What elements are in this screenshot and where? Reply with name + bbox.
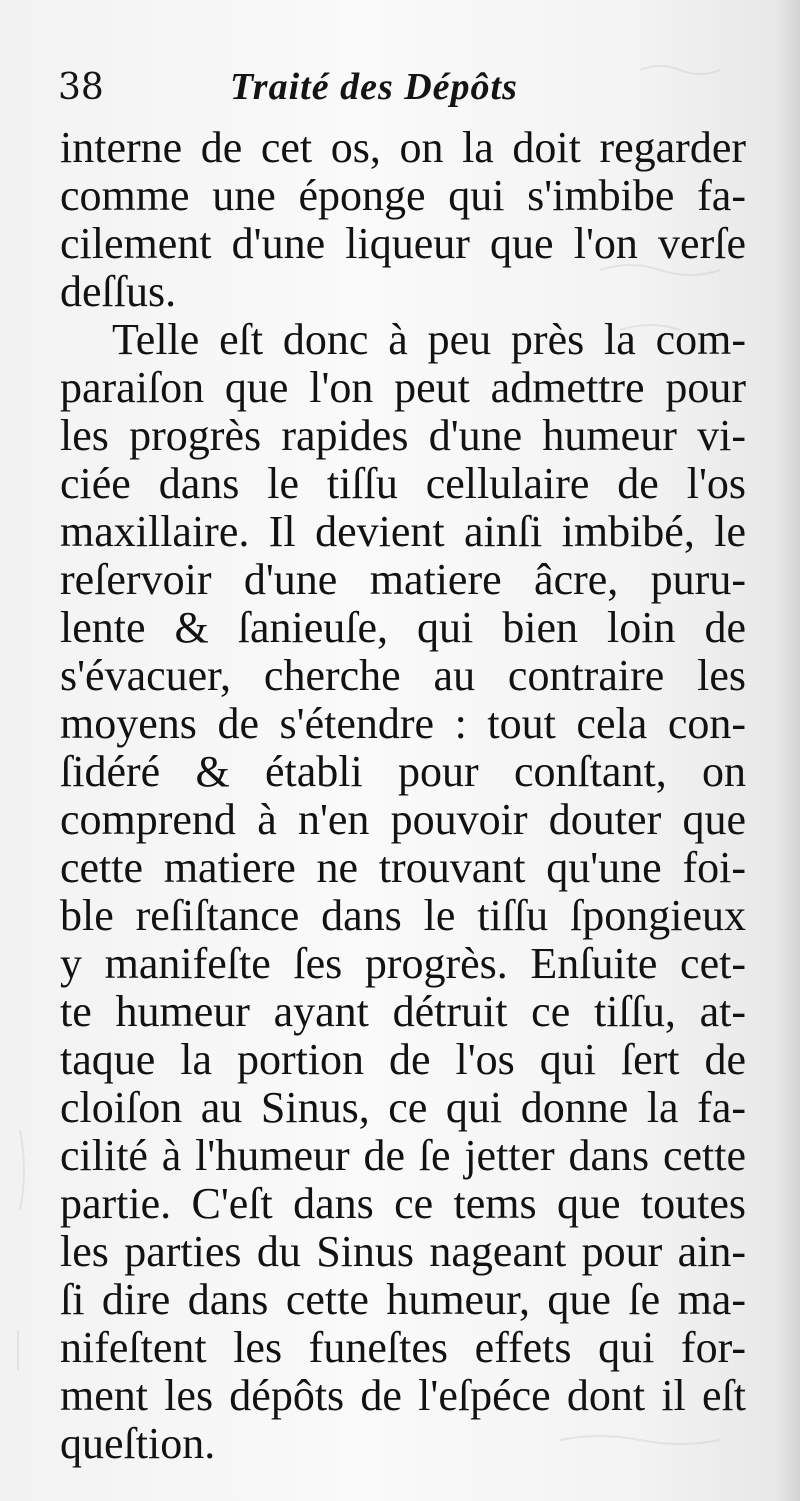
- text-line: ſidéré & établi pour conſtant, on: [60, 747, 746, 796]
- text-line: s'évacuer, cherche au contraire les: [60, 651, 746, 700]
- body-text: [60, 124, 746, 1468]
- text-line: ſi dire dans cette humeur, que ſe ma-: [60, 1275, 746, 1324]
- text-line: reſervoir d'une matiere âcre, puru-: [60, 555, 746, 604]
- text-line: les progrès rapides d'une humeur vi-: [60, 411, 746, 460]
- text-line: nifeſtent les funeſtes effets qui for-: [60, 1323, 746, 1372]
- text-line: deſſus.: [60, 267, 177, 316]
- text-line: cloiſon au Sinus, ce qui donne la fa-: [60, 1083, 746, 1132]
- text-line: cilité à l'humeur de ſe jetter dans cette: [60, 1131, 746, 1180]
- text-line: ment les dépôts de l'eſpéce dont il eſt: [60, 1371, 746, 1420]
- text-line: interne de cet os, on la doit regarder: [60, 123, 746, 172]
- page-number: 38: [58, 67, 104, 108]
- text-line: queſtion.: [60, 1419, 216, 1468]
- text-line: cilement d'une liqueur que l'on verſe: [60, 219, 746, 268]
- text-line: comme une éponge qui s'imbibe fa-: [60, 171, 746, 220]
- text-line: maxillaire. Il devient ainſi imbibé, le: [60, 507, 746, 556]
- text-line: ble reſiſtance dans le tiſſu ſpongieux: [60, 891, 746, 940]
- text-line: les parties du Sinus nageant pour ain-: [60, 1227, 746, 1276]
- text-line: partie. C'eſt dans ce tems que toutes: [60, 1179, 746, 1228]
- text-line: te humeur ayant détruit ce tiſſu, at-: [60, 987, 746, 1036]
- text-line: taque la portion de l'os qui ſert de: [60, 1035, 746, 1084]
- running-title: Traité des Dépôts: [230, 66, 518, 108]
- text-line: paraiſon que l'on peut admettre pour: [60, 363, 746, 412]
- text-line: ciée dans le tiſſu cellulaire de l'os: [60, 459, 746, 508]
- text-line: y manifeſte ſes progrès. Enſuite cet-: [60, 939, 746, 988]
- page-edge-shadow: [776, 0, 800, 1501]
- text-line: comprend à n'en pouvoir douter que: [60, 795, 746, 844]
- running-head: [58, 58, 578, 118]
- text-line: moyens de s'étendre : tout cela con-: [60, 699, 746, 748]
- text-line: Telle eſt donc à peu près la com-: [112, 315, 746, 364]
- text-line: lente & ſanieuſe, qui bien loin de: [60, 603, 746, 652]
- text-line: cette matiere ne trouvant qu'une foi-: [60, 843, 746, 892]
